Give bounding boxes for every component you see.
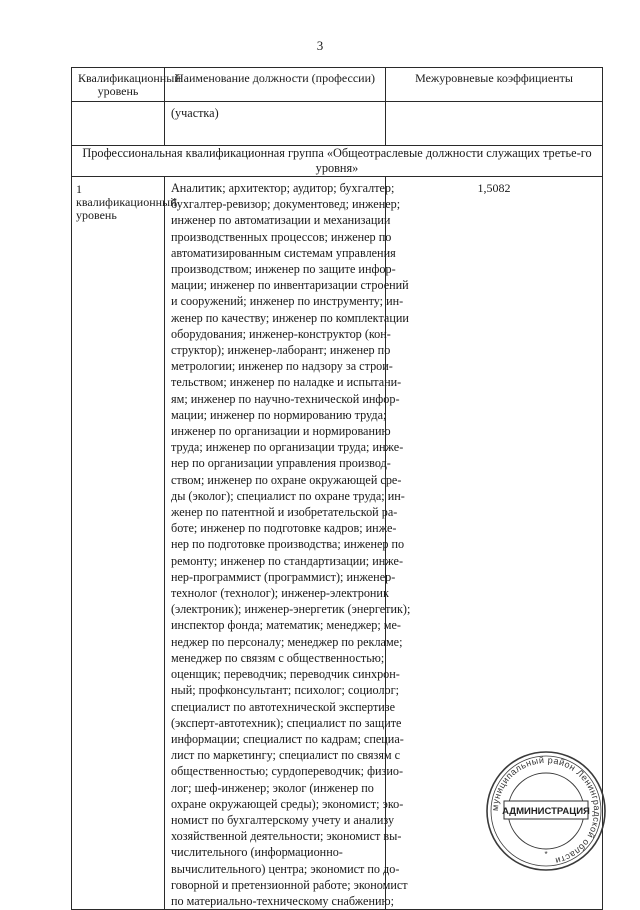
continuation-coefficient-text xyxy=(386,102,602,107)
position-line: хозяйственной деятельности; экономист вы- xyxy=(171,829,402,844)
position-line: оценщик; переводчик; переводчик синхрон- xyxy=(171,667,400,682)
position-line: охране окружающей среды); экономист; эко- xyxy=(171,796,404,811)
seal-outer-text: муниципальный район Ленинградской области xyxy=(489,754,603,867)
level-cell xyxy=(72,177,177,910)
position-line: инженер по автоматизации и механизации xyxy=(171,213,391,228)
continuation-position xyxy=(165,102,386,146)
position-line: и сооружений; инженер по инструменту; ин- xyxy=(171,294,404,309)
header-position-label: Наименование должности (профессии) xyxy=(174,71,375,85)
header-level-label: Квалификационный уровень xyxy=(78,71,181,98)
position-line: женер по патентной и изобретательской ра- xyxy=(171,505,398,520)
position-line: специалист по автотехнической экспертизе xyxy=(171,699,396,714)
position-line: женер по качеству; инженер по комплектации xyxy=(171,310,409,325)
position-cell xyxy=(165,177,411,910)
position-line: труда; инженер по организации труда; инже- xyxy=(171,440,404,455)
position-line: тельством; инженер по наладке и испытани- xyxy=(171,375,402,390)
position-line: нер по подготовке производства; инженер по xyxy=(171,537,405,552)
position-line: лог; шеф-инженер; эколог (инженер по xyxy=(171,780,374,795)
position-line: информации; специалист по кадрам; специа- xyxy=(171,731,404,746)
position-line: автоматизированным системам управления xyxy=(171,245,396,260)
header-coefficient xyxy=(386,68,603,102)
position-line: инспектор фонда; математик; менеджер; ме- xyxy=(171,618,401,633)
header-level xyxy=(72,68,181,102)
position-line: инженер по организации и нормированию xyxy=(171,424,391,439)
position-line: боте; инженер по подготовке кадров; инже- xyxy=(171,521,397,536)
position-line: ды (эколог); специалист по охране труда; ин- xyxy=(171,488,405,503)
header-coefficient-label: Межуровневые коэффициенты xyxy=(415,71,573,85)
svg-text:*: * xyxy=(544,850,548,859)
continuation-row xyxy=(72,102,603,146)
continuation-level-text xyxy=(72,102,164,108)
position-list xyxy=(165,177,411,909)
continuation-level xyxy=(72,102,165,146)
position-line: по материально-техническому снабжению; xyxy=(171,893,394,908)
position-line: Аналитик; архитектор; аудитор; бухгалтер; xyxy=(171,181,395,195)
position-line: структор); инженер-лаборант; инженер по xyxy=(171,343,391,358)
position-line: неджер по персоналу; менеджер по рекламе; xyxy=(171,634,403,649)
continuation-position-text: (участка) xyxy=(171,106,219,120)
position-line: (электроник); инженер-энергетик (энергетик); xyxy=(171,602,411,617)
position-line: нер по организации управления производ- xyxy=(171,456,391,471)
header-position xyxy=(165,68,386,102)
page-number: 3 xyxy=(316,38,324,53)
position-line: мации; инженер по инвентаризации строений xyxy=(171,278,409,293)
coefficient-value: 1,5082 xyxy=(477,181,511,195)
position-line: производственных процессов; инженер по xyxy=(171,229,392,244)
continuation-coefficient xyxy=(386,102,603,146)
position-line: числительного (информационно- xyxy=(171,845,343,860)
position-line: бухгалтер-ревизор; документовед; инженер; xyxy=(171,197,401,212)
position-line: общественностью; сурдопереводчик; физио- xyxy=(171,764,404,779)
position-line: лист по маркетингу; специалист по связям с xyxy=(171,748,401,763)
position-line: менеджер по связям с общественностью; xyxy=(171,650,385,665)
level-label: 1 квалификационный уровень xyxy=(76,182,177,222)
position-line: вычислительного) центра; экономист по до- xyxy=(171,861,400,876)
group-title: Профессиональная квалификационная группа «Общеотраслевые должности служащих третье-го уровня» xyxy=(72,146,603,177)
official-seal-stamp xyxy=(484,749,608,873)
position-line: ством; инженер по охране окружающей сре- xyxy=(171,472,402,487)
position-line: технолог (технолог); инженер-электроник xyxy=(171,586,389,601)
group-title-row xyxy=(72,146,603,177)
position-line: ремонту; инженер по стандартизации; инже- xyxy=(171,553,404,568)
position-line: ный; профконсультант; психолог; социолог; xyxy=(171,683,400,698)
position-line: производством; инженер по защите инфор- xyxy=(171,262,396,277)
position-line: оборудования; инженер-конструктор (кон- xyxy=(171,326,391,341)
position-line: мации; инженер по нормированию труда; xyxy=(171,407,387,422)
position-line: метрологии; инженер по надзору за строи- xyxy=(171,359,393,374)
position-line: говорной и претензионной работе; экономист xyxy=(171,877,408,892)
seal-center-text: АДМИНИСТРАЦИЯ xyxy=(502,806,590,817)
position-line: номист по бухгалтерскому учету и анализу xyxy=(171,812,395,827)
position-line: ям; инженер по научно-технической инфор- xyxy=(171,391,400,406)
position-line: нер-программист (программист); инженер- xyxy=(171,569,396,584)
table-header-row xyxy=(72,68,603,102)
position-line: (эксперт-автотехник); специалист по защите xyxy=(171,715,402,730)
